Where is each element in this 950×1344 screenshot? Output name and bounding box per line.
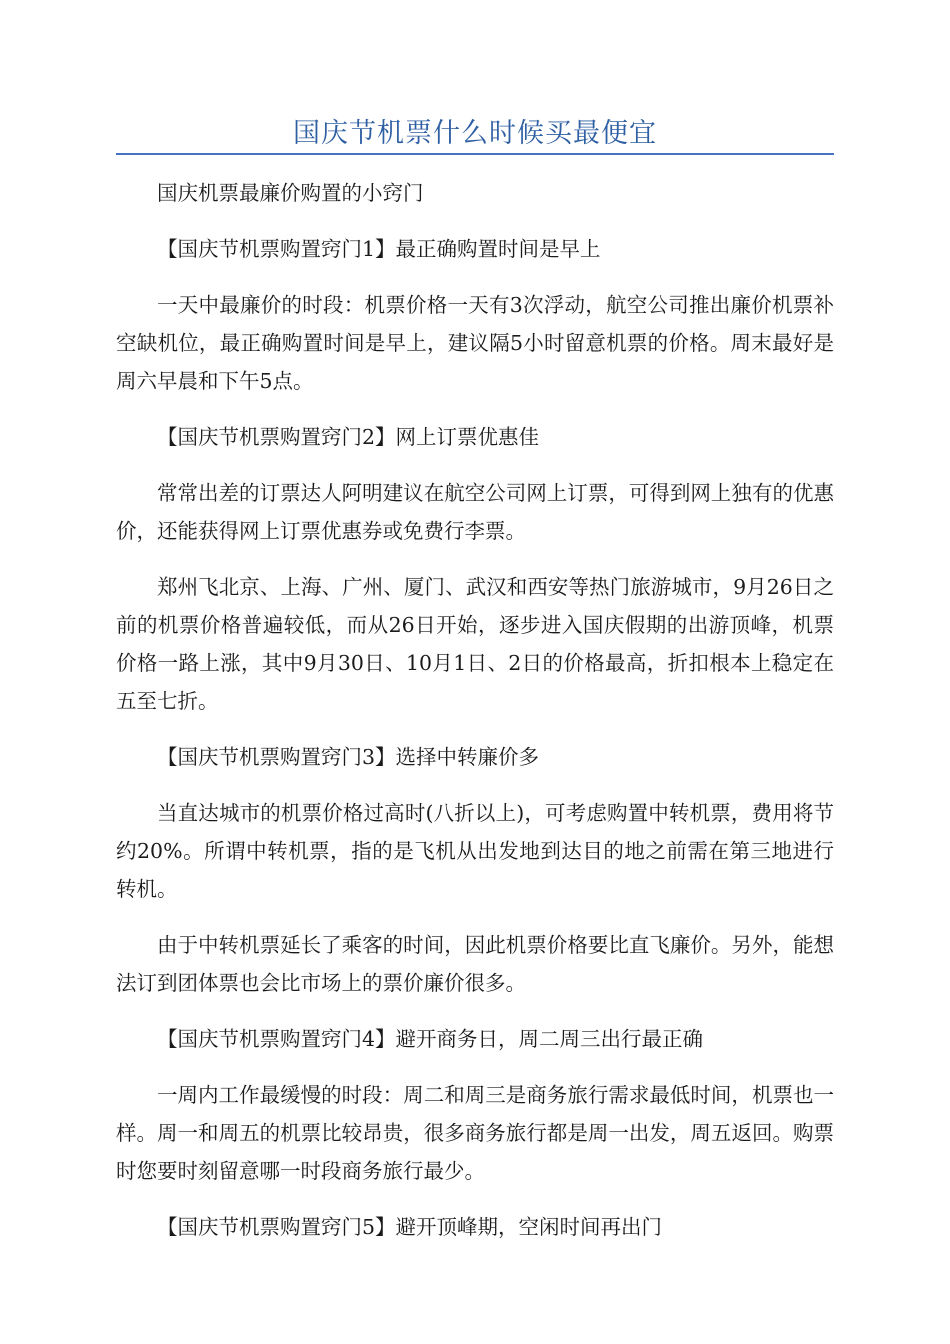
tip-heading-1: 【国庆节机票购置窍门1】最正确购置时间是早上	[157, 237, 601, 261]
paragraph: 一天中最廉价的时段：机票价格一天有3次浮动，航空公司推出廉价机票补空缺机位，最正确购置时间是早上，建议隔5小时留意机票的价格。周末最好是周六早晨和下午5点。	[116, 293, 834, 393]
tip-heading-3: 【国庆节机票购置窍门3】选择中转廉价多	[157, 745, 540, 769]
tip-heading-4: 【国庆节机票购置窍门4】避开商务日，周二周三出行最正确	[157, 1027, 704, 1051]
tip-heading-5: 【国庆节机票购置窍门5】避开顶峰期，空闲时间再出门	[157, 1215, 663, 1239]
document-title: 国庆节机票什么时候买最便宜	[293, 118, 657, 149]
paragraph: 由于中转机票延长了乘客的时间，因此机票价格要比直飞廉价。另外，能想法订到团体票也会比市场上的票价廉价很多。	[116, 933, 834, 995]
title-divider	[116, 153, 834, 155]
document-body	[116, 174, 834, 1264]
tip-heading-2: 【国庆节机票购置窍门2】网上订票优惠佳	[157, 425, 540, 449]
paragraph: 常常出差的订票达人阿明建议在航空公司网上订票，可得到网上独有的优惠价，还能获得网上订票优惠券或免费行李票。	[116, 481, 834, 543]
paragraph: 郑州飞北京、上海、广州、厦门、武汉和西安等热门旅游城市，9月26日之前的机票价格普遍较低，而从26日开始，逐步进入国庆假期的出游顶峰，机票价格一路上涨，其中9月30日、10月1日、2日的价格最高，折扣根本上稳定在五至七折。	[116, 575, 834, 713]
paragraph: 一周内工作最缓慢的时段：周二和周三是商务旅行需求最低时间，机票也一样。周一和周五的机票比较昂贵，很多商务旅行都是周一出发，周五返回。购票时您要时刻留意哪一时段商务旅行最少。	[116, 1083, 834, 1183]
paragraph: 当直达城市的机票价格过高时(八折以上)，可考虑购置中转机票，费用将节约20%。所谓中转机票，指的是飞机从出发地到达目的地之前需在第三地进行转机。	[116, 801, 834, 901]
paragraph-intro: 国庆机票最廉价购置的小窍门	[157, 181, 424, 205]
